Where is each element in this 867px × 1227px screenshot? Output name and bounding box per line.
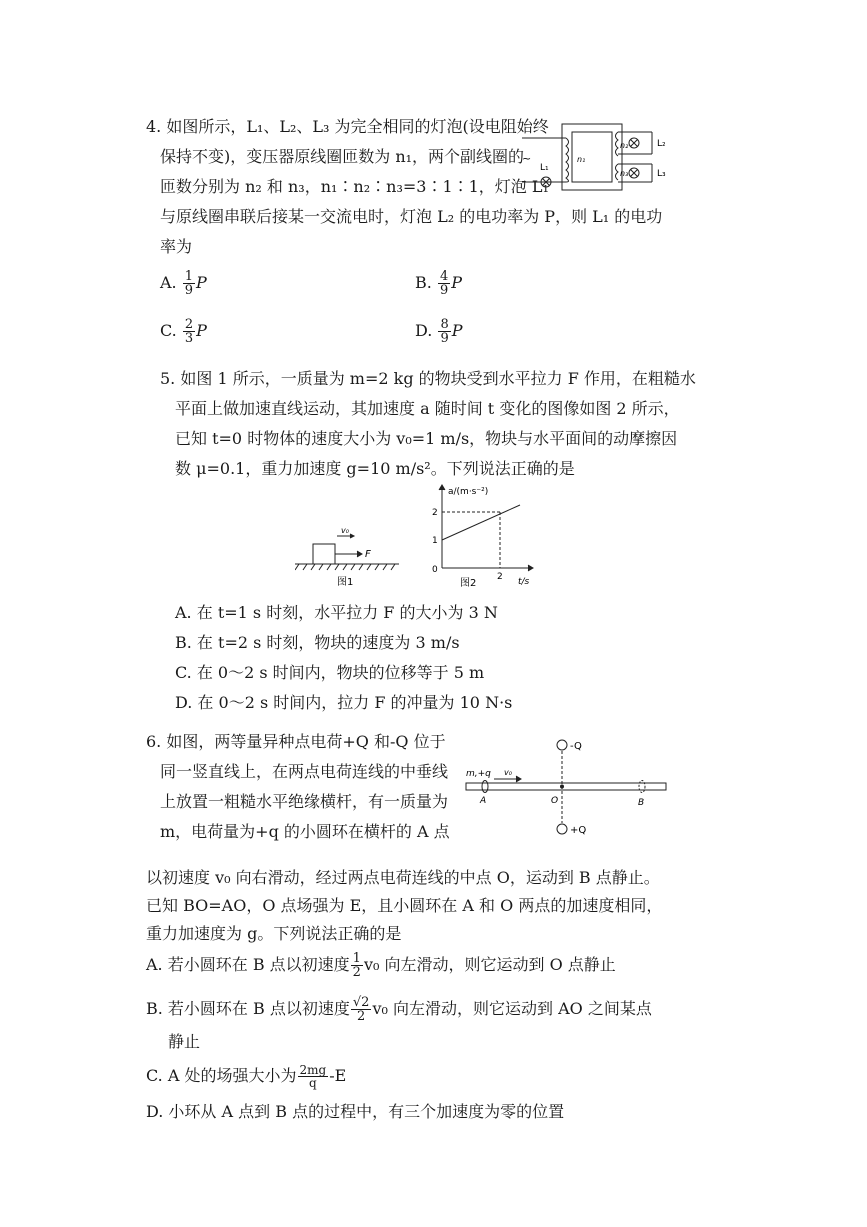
q4-option-d: D. $\frac{8}{9}$ P (415, 317, 463, 346)
q4-option-b: B. $\frac{4}{9}$ P (415, 269, 462, 298)
q6-line-2: 同一竖直线上，在两点电荷连线的中垂线 (160, 762, 449, 781)
q6-charges-diagram (460, 735, 672, 840)
q5-line-3: 已知 t=0 时物体的速度大小为 v₀=1 m/s，物块与水平面间的动摩擦因 (175, 429, 678, 448)
q6-line-1: 6. 如图，两等量异种点电荷+Q 和-Q 位于 (146, 732, 446, 751)
q6-option-a: A. 若小圆环在 B 点以初速度 $\frac{1}{2}$ v₀ 向左滑动，则它运动到 O 点静止 (146, 951, 616, 980)
q5-fig2-y-tick-1: 1 (432, 536, 438, 546)
q6-option-b: B. 若小圆环在 B 点以初速度 $\frac{√2}{2}$ v₀ 向左滑动，则它运动到 AO 之间某点 (146, 995, 652, 1024)
q4-l3-label: L₃ (657, 169, 666, 179)
q5-fig2-x-tick-2: 2 (497, 572, 503, 582)
q5-fig2-caption: 图2 (460, 578, 477, 589)
q6-line-6: 已知 BO=AO，O 点场强为 E，且小圆环在 A 和 O 两点的加速度相同， (146, 896, 663, 915)
q5-fig2-y-axis-label: a/(m·s⁻²) (448, 487, 489, 497)
q4-option-c: C. $\frac{2}{3}$ P (160, 317, 207, 346)
q4-line-2: 保持不变)，变压器原线圈匝数为 n₁，两个副线圈的 (160, 147, 525, 166)
q5-line-4: 数 μ=0.1，重力加速度 g=10 m/s²。下列说法正确的是 (175, 459, 575, 478)
q5-line-1: 5. 如图 1 所示，一质量为 m=2 kg 的物块受到水平拉力 F 作用，在粗糙水 (160, 369, 696, 388)
q5-fig2-y-tick-2: 2 (432, 508, 438, 518)
q4-transformer-diagram (522, 118, 672, 200)
q6-line-7: 重力加速度为 g。下列说法正确的是 (146, 924, 402, 943)
q4-line-1: 4. 如图所示，L₁、L₂、L₃ 为完全相同的灯泡(设电阻始终 (146, 117, 549, 136)
q5-figure-1 (295, 520, 405, 590)
q5-option-a: A. 在 t=1 s 时刻，水平拉力 F 的大小为 3 N (175, 603, 498, 622)
q5-fig2-x-axis-label: t/s (518, 577, 530, 587)
q5-option-c: C. 在 0～2 s 时间内，物块的位移等于 5 m (175, 663, 485, 682)
q6-point-a-label: A (480, 796, 487, 806)
q4-l1-label: L₁ (540, 163, 549, 173)
q4-n3-label: n₃ (620, 169, 629, 178)
q6-option-c: C. A 处的场强大小为 $\frac{2mg}{q}$ -E (146, 1063, 347, 1090)
q6-point-b-label: B (638, 798, 645, 808)
q5-line-2: 平面上做加速直线运动，其加速度 a 随时间 t 变化的图像如图 2 所示， (175, 399, 680, 418)
q6-option-b-continuation: 静止 (168, 1032, 201, 1051)
q5-fig2-origin-label: 0 (432, 565, 438, 575)
q6-negative-charge-label: -Q (570, 741, 582, 752)
q6-line-3: 上放置一粗糙水平绝缘横杆，有一质量为 (160, 792, 449, 811)
q6-ring-mass-charge-label: m,+q (466, 769, 491, 779)
q4-option-a: A. $\frac{1}{9}$ P (160, 269, 207, 298)
q6-line-4: m，电荷量为+q 的小圆环在横杆的 A 点 (160, 822, 450, 841)
q4-n1-label: n₁ (577, 155, 586, 164)
q4-n2-label: n₂ (620, 141, 629, 150)
q4-ac-source-symbol: ~ (522, 152, 532, 165)
q4-line-4: 与原线圈串联后接某一交流电时，灯泡 L₂ 的电功率为 P，则 L₁ 的电功 (160, 207, 663, 226)
q6-point-o-label: O (551, 796, 559, 806)
q5-fig1-f-label: F (365, 549, 371, 560)
q5-figure-2 (420, 480, 540, 590)
q5-fig1-v0-label: v₀ (341, 526, 349, 535)
q6-v0-label: v₀ (504, 768, 512, 777)
q5-option-b: B. 在 t=2 s 时刻，物块的速度为 3 m/s (175, 633, 460, 652)
q4-line-3: 匝数分别为 n₂ 和 n₃，n₁∶n₂∶n₃=3∶1∶1，灯泡 L₁ (160, 177, 549, 196)
q5-fig1-caption: 图1 (337, 577, 354, 588)
q4-l2-label: L₂ (657, 139, 666, 149)
q6-line-5: 以初速度 v₀ 向右滑动，经过两点电荷连线的中点 O，运动到 B 点静止。 (146, 868, 660, 887)
q6-option-d: D. 小环从 A 点到 B 点的过程中，有三个加速度为零的位置 (146, 1102, 565, 1121)
q4-line-5: 率为 (160, 237, 193, 256)
q6-positive-charge-label: +Q (570, 825, 587, 836)
q5-option-d: D. 在 0～2 s 时间内，拉力 F 的冲量为 10 N·s (175, 693, 513, 712)
